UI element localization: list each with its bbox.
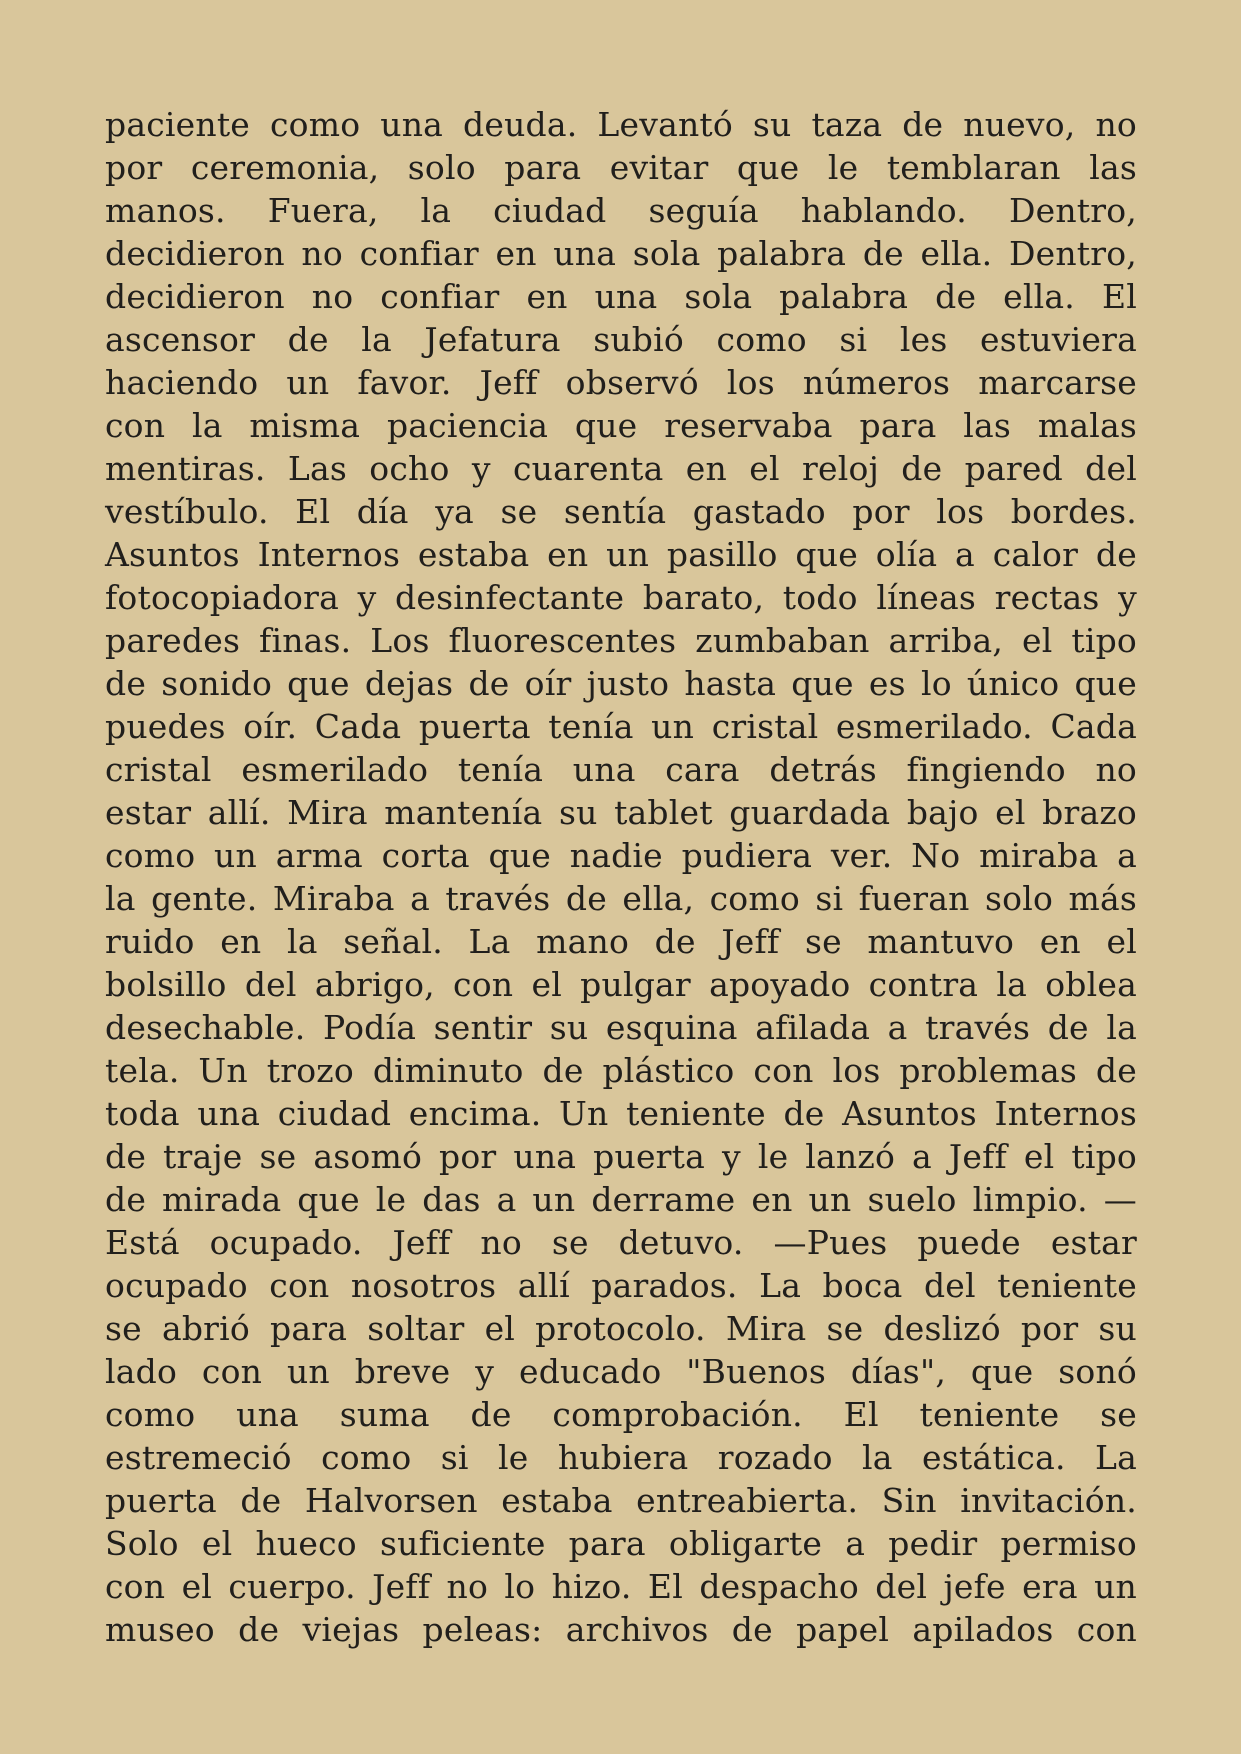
text-line: por ceremonia, solo para evitar que le temblaran las	[105, 148, 1137, 187]
text-line: paciente como una deuda. Levantó su taza de nuevo, no	[105, 105, 1137, 144]
text-lines	[105, 103, 1137, 1651]
text-line: mentiras. Las ocho y cuarenta en el reloj de pared del	[105, 449, 1137, 488]
text-line: como una suma de comprobación. El teniente se	[105, 1395, 1137, 1434]
text-line: decidieron no confiar en una sola palabra de ella. Dentro,	[105, 234, 1137, 273]
text-line: como un arma corta que nadie pudiera ver. No miraba a	[105, 836, 1137, 875]
text-line: ruido en la señal. La mano de Jeff se mantuvo en el	[105, 922, 1137, 961]
text-line: haciendo un favor. Jeff observó los números marcarse	[105, 363, 1137, 402]
text-line: fotocopiadora y desinfectante barato, todo líneas rectas y	[105, 578, 1137, 617]
text-line: vestíbulo. El día ya se sentía gastado por los bordes.	[105, 492, 1137, 531]
text-line: Está ocupado. Jeff no se detuvo. —Pues puede estar	[105, 1223, 1137, 1262]
text-line: Asuntos Internos estaba en un pasillo que olía a calor de	[105, 535, 1137, 574]
text-line: Solo el hueco suficiente para obligarte a pedir permiso	[105, 1524, 1137, 1563]
text-line: desechable. Podía sentir su esquina afilada a través de la	[105, 1008, 1137, 1047]
text-line: de sonido que dejas de oír justo hasta que es lo único que	[105, 664, 1137, 703]
text-line: de traje se asomó por una puerta y le lanzó a Jeff el tipo	[105, 1137, 1137, 1176]
text-block	[105, 103, 1137, 1651]
text-line: cristal esmerilado tenía una cara detrás fingiendo no	[105, 750, 1137, 789]
text-line: ocupado con nosotros allí parados. La boca del teniente	[105, 1266, 1137, 1305]
text-line: toda una ciudad encima. Un teniente de Asuntos Internos	[105, 1094, 1137, 1133]
text-line: bolsillo del abrigo, con el pulgar apoyado contra la oblea	[105, 965, 1137, 1004]
text-line: tela. Un trozo diminuto de plástico con los problemas de	[105, 1051, 1137, 1090]
text-line: paredes finas. Los fluorescentes zumbaban arriba, el tipo	[105, 621, 1137, 660]
text-line: puerta de Halvorsen estaba entreabierta. Sin invitación.	[105, 1481, 1137, 1520]
text-line: manos. Fuera, la ciudad seguía hablando. Dentro,	[105, 191, 1137, 230]
text-line: ascensor de la Jefatura subió como si les estuviera	[105, 320, 1137, 359]
text-line: estar allí. Mira mantenía su tablet guardada bajo el brazo	[105, 793, 1137, 832]
text-line: puedes oír. Cada puerta tenía un cristal esmerilado. Cada	[105, 707, 1137, 746]
text-line: decidieron no confiar en una sola palabra de ella. El	[105, 277, 1137, 316]
text-line: la gente. Miraba a través de ella, como si fueran solo más	[105, 879, 1137, 918]
text-line: con el cuerpo. Jeff no lo hizo. El despacho del jefe era un	[105, 1567, 1137, 1606]
text-line: se abrió para soltar el protocolo. Mira se deslizó por su	[105, 1309, 1137, 1348]
text-line: lado con un breve y educado "Buenos días", que sonó	[105, 1352, 1137, 1391]
text-line: estremeció como si le hubiera rozado la estática. La	[105, 1438, 1137, 1477]
text-line: de mirada que le das a un derrame en un suelo limpio. —	[105, 1180, 1137, 1219]
text-line: museo de viejas peleas: archivos de papel apilados con	[105, 1610, 1137, 1649]
text-line: con la misma paciencia que reservaba para las malas	[105, 406, 1137, 445]
